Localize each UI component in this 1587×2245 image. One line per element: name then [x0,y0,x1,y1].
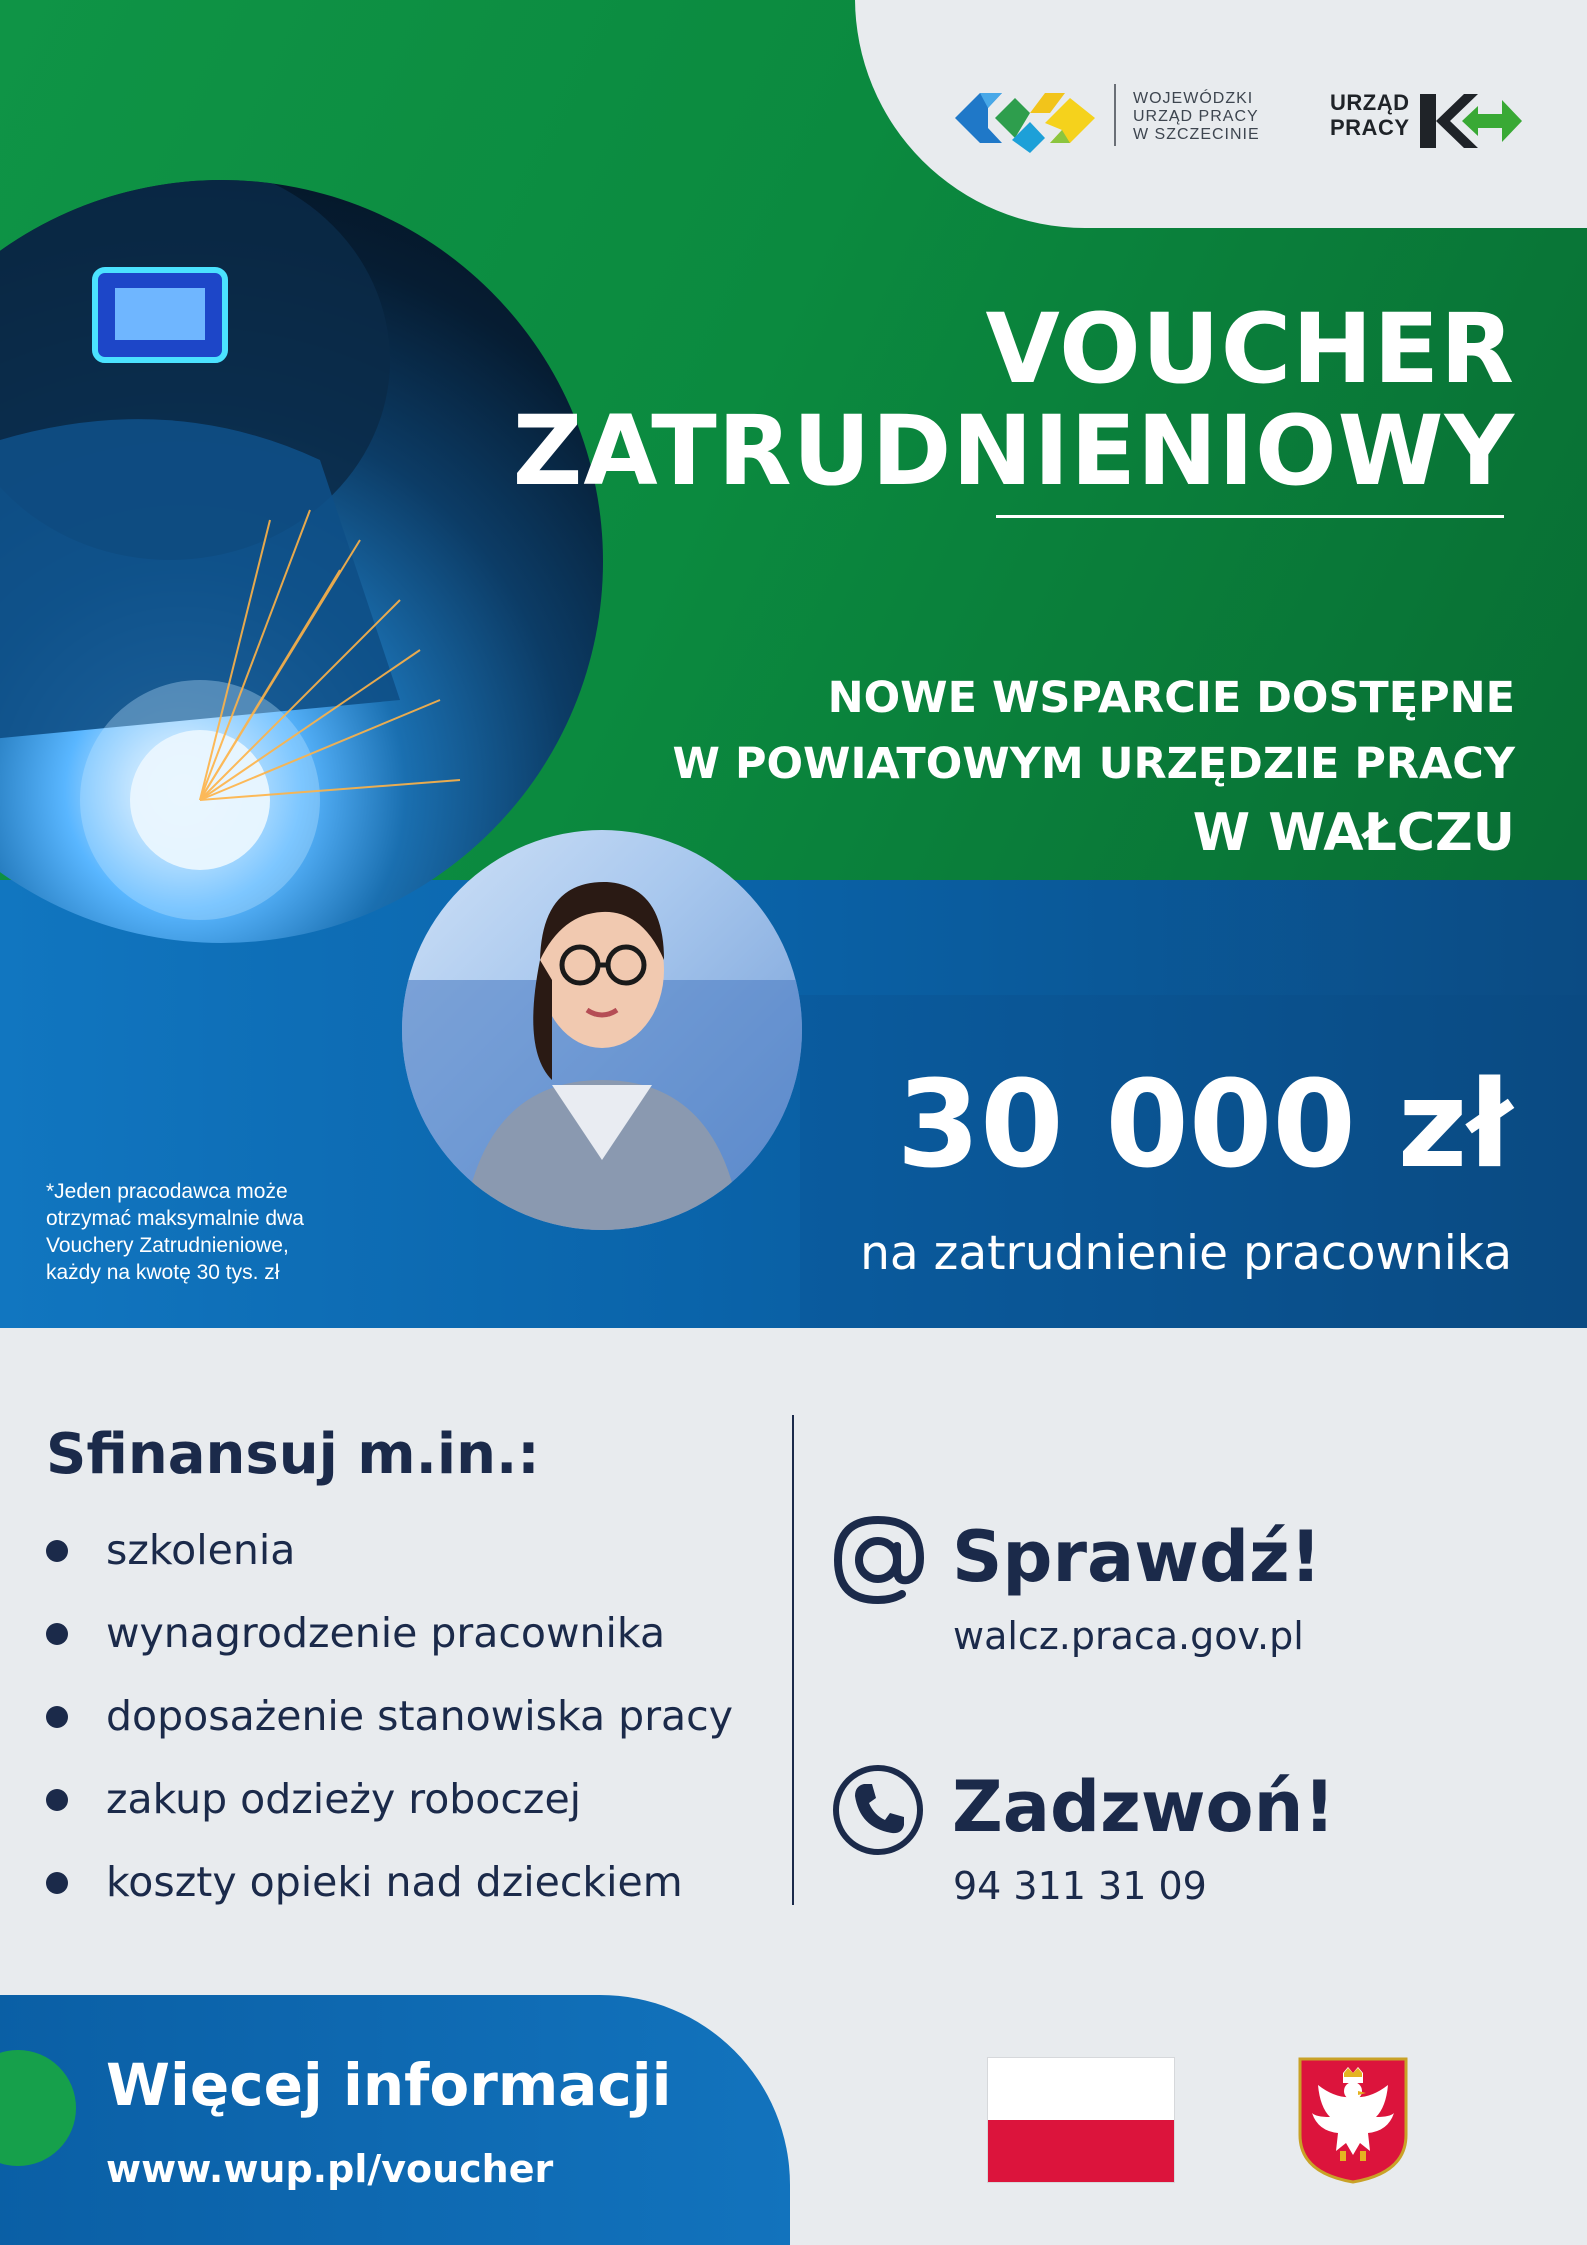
web-heading: Sprawdź! [952,1516,1322,1598]
title-line-2: ZATRUDNIENIOWY [512,395,1515,507]
up-line-2: PRACY [1330,115,1410,140]
finance-list [46,1515,733,1930]
web-contact [830,1512,1530,1672]
urzad-pracy-logo-mark [1416,88,1526,154]
wup-line-3: W SZCZECINIE [1133,126,1260,143]
bullet-icon [46,1789,68,1811]
polish-flag [988,2058,1174,2182]
bullet-icon [46,1872,68,1894]
wup-logo-mark [950,78,1100,158]
businesswoman-photo [402,830,802,1230]
list-item-label: koszty opieki nad dzieckiem [106,1858,683,1906]
list-item [46,1847,733,1930]
footnote [46,1178,304,1286]
urzad-pracy-logo [1330,88,1530,158]
list-item [46,1515,733,1598]
list-item [46,1681,733,1764]
at-sign-icon [830,1512,926,1608]
list-item [46,1598,733,1681]
list-item-label: wynagrodzenie pracownika [106,1609,666,1657]
list-item-label: doposażenie stanowiska pracy [106,1692,733,1740]
subtitle-line-1: NOWE WSPARCIE DOSTĘPNE [827,673,1515,723]
footnote-line-4: każdy na kwotę 30 tys. zł [46,1261,280,1284]
up-line-1: URZĄD [1330,90,1410,115]
section-divider [792,1415,794,1905]
urzad-pracy-logo-text [1330,90,1410,140]
footnote-line-3: Vouchery Zatrudnieniowe, [46,1234,289,1257]
phone-number[interactable]: 94 311 31 09 [953,1864,1207,1908]
footnote-line-1: *Jeden pracodawca może [46,1180,288,1203]
more-info-link[interactable]: www.wup.pl/voucher [106,2147,554,2191]
footnote-line-2: otrzymać maksymalnie dwa [46,1207,304,1230]
wup-line-1: WOJEWÓDZKI [1133,90,1254,107]
subtitle [673,665,1515,869]
phone-heading: Zadzwoń! [952,1766,1336,1848]
wup-logo-text [1133,90,1260,144]
website-link[interactable]: walcz.praca.gov.pl [953,1614,1304,1658]
title-line-1: VOUCHER [985,293,1515,405]
businesswoman-illustration [402,830,802,1230]
finance-heading: Sfinansuj m.in.: [46,1422,540,1487]
wup-line-2: URZĄD PRACY [1133,108,1259,125]
flag-red-stripe [988,2120,1174,2182]
subtitle-line-2: W POWIATOWYM URZĘDZIE PRACY [672,739,1515,789]
more-info-panel [0,1995,790,2245]
polish-eagle-emblem [1296,2055,1410,2185]
list-item-label: szkolenia [106,1526,296,1574]
list-item [46,1764,733,1847]
flag-white-stripe [988,2058,1174,2120]
title-underline [996,515,1504,518]
amount-caption: na zatrudnienie pracownika [860,1226,1512,1281]
logo-separator [1114,84,1116,146]
phone-icon [830,1762,926,1858]
main-title [512,293,1515,507]
bullet-icon [46,1623,68,1645]
subtitle-city: W WAŁCZU [1192,803,1515,863]
voucher-amount: 30 000 zł [896,1056,1512,1195]
phone-contact [830,1762,1530,1922]
more-info-heading: Więcej informacji [106,2051,672,2119]
bullet-icon [46,1706,68,1728]
bullet-icon [46,1540,68,1562]
wup-szczecin-logo [950,78,1270,163]
list-item-label: zakup odzieży roboczej [106,1775,582,1823]
